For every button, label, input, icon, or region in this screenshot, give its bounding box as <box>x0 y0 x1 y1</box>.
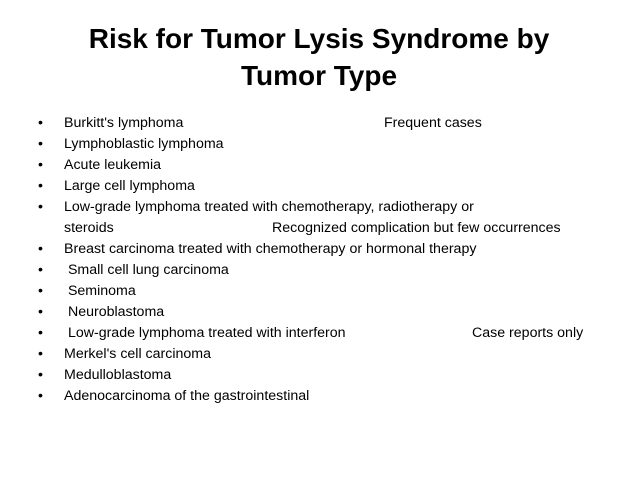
bullet-icon: • <box>38 241 43 257</box>
list-item-merkel <box>38 344 613 365</box>
list-item-text: Adenocarcinoma of the gastrointestinal <box>64 388 310 404</box>
list-item-medulloblastoma <box>38 365 613 386</box>
list-item-text: Large cell lymphoma <box>64 178 195 194</box>
bullet-icon: • <box>38 325 43 341</box>
frequency-note: Case reports only <box>472 325 584 341</box>
title-line-1: Risk for Tumor Lysis Syndrome by <box>88 23 550 54</box>
list-item-lymphoblastic <box>38 134 613 155</box>
bullet-icon: • <box>38 157 43 173</box>
list-item-burkitts <box>38 113 613 134</box>
bullet-icon: • <box>38 304 43 320</box>
list-item-neuroblastoma <box>38 302 613 323</box>
bullet-icon: • <box>38 115 43 131</box>
list-item-text: Small cell lung carcinoma <box>64 262 229 278</box>
title-line-2: Tumor Type <box>240 60 398 91</box>
list-item-text: Neuroblastoma <box>64 304 165 320</box>
bullet-list <box>38 113 613 407</box>
bullet-icon: • <box>38 283 43 299</box>
list-item-acute-leukemia <box>38 155 613 176</box>
list-item-text: Seminoma <box>64 283 136 299</box>
list-item-low-grade-interferon <box>38 323 613 344</box>
list-item-text: Acute leukemia <box>64 157 161 173</box>
list-item-large-cell <box>38 176 613 197</box>
list-item-text: Medulloblastoma <box>64 367 172 383</box>
bullet-icon: • <box>38 262 43 278</box>
list-item-text: Breast carcinoma treated with chemotherapy or hormonal therapy <box>64 241 477 257</box>
frequency-note: Frequent cases <box>384 115 482 131</box>
list-item-text: Burkitt's lymphoma <box>64 115 184 131</box>
list-item-text: Merkel's cell carcinoma <box>64 346 211 362</box>
list-item-small-cell <box>38 260 613 281</box>
frequency-note: Recognized complication but few occurrences <box>272 220 561 236</box>
list-item-low-grade-chemo <box>38 197 613 239</box>
bullet-icon: • <box>38 136 43 152</box>
bullet-icon: • <box>38 199 43 215</box>
bullet-icon: • <box>38 388 43 404</box>
list-item-continuation: steroids <box>64 220 114 236</box>
list-item-adenocarcinoma <box>38 386 613 407</box>
list-item-text: Low-grade lymphoma treated with interferon <box>64 325 346 341</box>
list-item-text: Low-grade lymphoma treated with chemotherapy, radiotherapy or <box>64 199 474 215</box>
list-item-seminoma <box>38 281 613 302</box>
slide-title <box>40 20 598 94</box>
list-item-breast <box>38 239 613 260</box>
bullet-icon: • <box>38 367 43 383</box>
bullet-icon: • <box>38 178 43 194</box>
list-item-text: Lymphoblastic lymphoma <box>64 136 224 152</box>
bullet-icon: • <box>38 346 43 362</box>
